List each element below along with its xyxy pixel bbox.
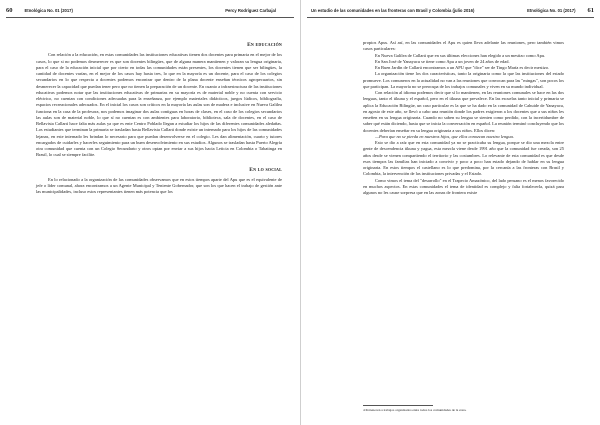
right-page-number: 61 — [587, 7, 594, 14]
right-paragraph: En San José de Yanayacu se tiene como Apu a un joven de 24 años de edad. — [375, 58, 510, 64]
social-paragraph: En lo relacionado a la organización de las comunidades observamos que en estos tiempos aparte del Apu que es el equivalente de jefe o líder comunal, ahora encontramos a un Agente Municipal y Teniente Gobernador, que son los que hacen el trabajo de gestión ante las municipalidades, incluso estos representantes tienen más potencia que los — [36, 176, 282, 195]
footnote: 4 Pertenecen a trabajos organizados entre todos los comunidades de la zona. — [363, 408, 467, 412]
left-journal-name: Etnológica No. 01 (2017) — [24, 8, 73, 13]
right-page — [300, 0, 600, 425]
left-author-name: Percy Rodríguez Carbajal — [225, 8, 276, 13]
education-paragraph: Con relación a la educación, en estas comunidades las instituciones educativas tienen dos docentes para primaria en el mejor de los casos, lo que si no podemos desmerecer es que son docentes bilingües, que de alguna manera mantienen y valoran su lengua originaria, para el caso de la educación inicial que por cierto en todas las comunidades están presentes, los docentes tienen que ser bilingües, la cantidad de docentes varían, en el mejor de los casos hay hasta tres, lo que en la mayoría es un docente, para el caso de los colegios secundarios en lo que respecta a docentes podemos encontrar que dentro de la plana docente enseñan técnicos agropecuarios, sin desmerecer la capacidad que puedan tener pero que no tienen la preparación de un docente. En cuanto a infraestructura de las instituciones educativas podemos notar que las instituciones educativas de primarias en su mayoría es de material noble y no cuenta con servicio eléctrico, no cuentan con condiciones adecuadas para la enseñanza, por ejemplo materiales didácticos, juegos lúdicos, bibliografía, espacios recreacionales adecuados. En el inicial los casos son críticos en la mayoría las aulas son de madera e inclusive en Nueva Galilea funciona en la casa de la profesora, nos podemos imaginar dos aulas contiguas en horas de clases, en el caso de los colegios secundarios las aulas son de material noble, lo que sí no cuentan es con ambientes para laboratorio, biblioteca, sala de docentes, en el caso de Bellavista Callarú hace falta más aulas ya que es ente Centro Poblado llegan a estudiar los hijos de las diferentes comunidades aledañas. Los estudiantes que terminan la primaria se trasladan hasta Bellavista Callarú donde existe un internado para los hijos de las comunidades lejanas, en este internado les brindan lo necesario para que puedan desenvolverse en el colegio. Les dan alimentación, cuarto y tutores encargados de cuidarles y hacerles seguimiento para un buen desenvolvimiento en sus estudios. Algunos se trasladan hasta Puerto Alegría otra comunidad que cuenta con un Colegio Secundario y otros optan por enviar a sus hijos hacia Leticia en Colombia o Tabatinga en Brasil, lo cual se siempre facilite. — [36, 52, 282, 158]
right-paragraph: Esto se dio a raíz que en esta comunidad ya no se practicaba su lengua, porque se dio una mezcla entre gente de descendencia tikuna y yagua, esta mezcla viene desde 1991 año que la comunidad fue creada, son 25 años desde se vienen compartiendo el territorio y las costumbres. Lo relevante de esta comunidad es que desde esos tiempos las familias han iniciado a convivir y poco a poco han estado dejando de hablar en su lengua originaria. En estos tiempos el castellano es lo que predomina, por la cercanía a las fronteras con Brasil y Colombia, la intervención de las instituciones privadas y el Estado. — [363, 140, 564, 177]
right-article-title: Un estudio de las comunidades en las fronteras con Brasil y Colombia (julio 2016) — [311, 8, 475, 13]
right-paragraph: La organización tiene los dos características, tanto la originaria como la que las instituciones del estado promueve. Los comuneros en la actualidad no van a las reuniones que convocan para las "mingas", son pocos los que participan. La mayoría no se preocupa de los trabajos comunales y viven en su mundo individual. — [363, 71, 564, 89]
right-header — [301, 5, 600, 16]
right-paragraph: —Para que no se pierda en nuestros hijos, que ellos conozcan nuestra lengua. — [375, 133, 514, 139]
left-page-number: 60 — [6, 7, 13, 14]
right-paragraph: propios Apus. Así así, en las comunidades el Apu es quien lleva adelante las reuniones, pero también vimos casos particulares: — [363, 40, 564, 52]
right-journal-name: Etnológica No. 01 (2017) — [527, 8, 576, 13]
section-title-education: En educación — [247, 42, 282, 48]
footnote-rule — [363, 405, 433, 406]
left-header-rule — [6, 17, 294, 18]
right-paragraph: Como vimos el tema del "desarrollo" en el Trapecio Amazónico, del lado peruano es el menos favorecido en muchos aspectos. En estas comunidades el tema de identidad es complejo y falta fortalecerla, quizá para algunos no les cause sorpresa que en las zonas de frontera existe — [363, 177, 564, 195]
right-paragraph: En Buen Jardín de Callarú encontramos a un APU que "dice" ser de Tingo María es decir mestizo. — [375, 65, 550, 70]
left-body — [36, 42, 282, 196]
right-paragraph: Con relación al idioma podemos decir que sí lo mantienen, en las reuniones comunales se hace en las dos lenguas, tanto el tikuna y el español, pero en el tikuna que prevalece. En las escuelas tanto inicial y primaria se aplica la Educación Bilingüe, un caso particular es la que se ha dado en la comunidad de Cahuide de Yanayacu, en agosto de este año, se llevó a cabo una reunión donde los padres exigieron a los docentes que a sus niños les enseñen en su lengua originaria. Cuando no saben su lengua se sienten como perdido, con la incertidumbre de saber qué están diciendo, hasta que se inicia la conversación en español. La reunión terminó concluyendo que los docentes deberían enseñar en su lengua originaria a sus niños. Ellos dicen: — [363, 90, 564, 133]
right-body — [363, 40, 564, 196]
section-title-social: En lo social — [249, 166, 282, 173]
right-paragraph: En Nueva Galilea de Callarú que en sus últimas elecciones han elegido a un mestizo como Apu. — [375, 52, 546, 58]
left-header — [0, 5, 300, 16]
right-header-rule — [307, 17, 594, 18]
